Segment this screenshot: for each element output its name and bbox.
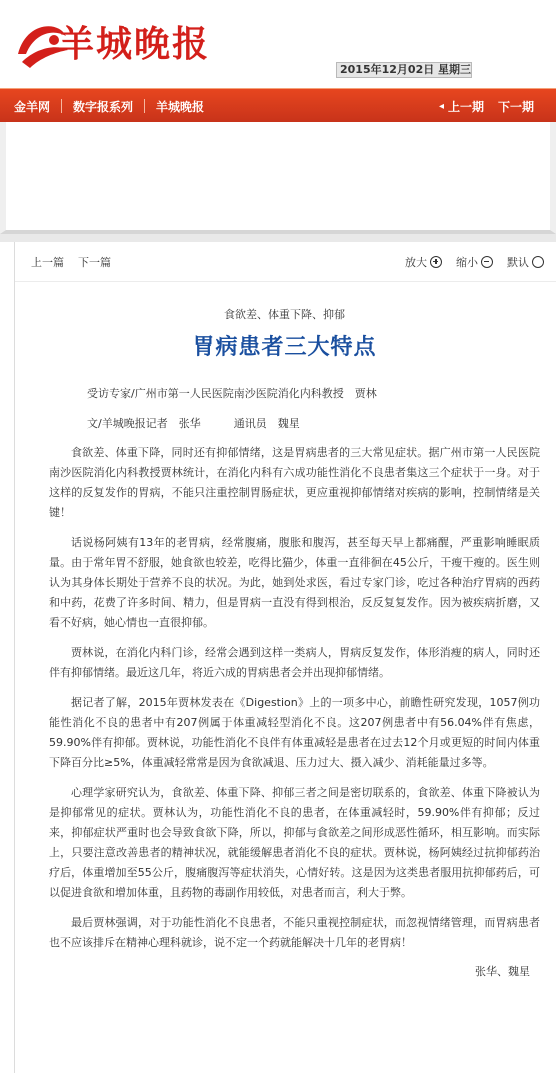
logo-text: 羊城晚报 [58,23,211,65]
plus-circle-icon [430,256,442,268]
nav-divider [61,99,62,113]
article-subhead: 食欲差、体重下降、抑郁 [224,308,345,321]
article-paragraph: 话说杨阿姨有13年的老胃病，经常腹痛，腹胀和腹泻，甚至每天早上都痛醒，严重影响睡眠质量。由于常年胃不舒服，她食欲也较差，吃得比猫少，体重一直徘徊在45公斤，干瘦干瘦的。医生则认为其身体长期处于营养不良的状况。为此，她到处求医，看过专家门诊，吃过各种治疗胃病的西药和中药，花费了许多时间、精力，但是胃病一直没有得到根治，反反复复发作。因为被疾病折磨，又看不好病，她心情也一直很抑郁。 [49,536,540,629]
prev-issue-link[interactable] [439,98,484,115]
nav-divider [144,99,145,113]
zoom-out-label: 缩小 [456,255,478,269]
article-expert: 受访专家/广州市第一人民医院南沙医院消化内科教授 贾林 [87,387,377,400]
zoom-default-label: 默认 [507,255,529,269]
masthead [0,0,556,88]
divider-strip [0,234,556,242]
article-paragraph: 食欲差、体重下降，同时还有抑郁情绪，这是胃病患者的三大常见症状。据广州市第一人民医院南沙医院消化内科教授贾林统计，在消化内科有六成功能性消化不良患者集这三个症状于一身。对于这样的反复发作的胃病，不能只注重控制胃肠症状，更应重视抑郁情绪对疾病的影响，控制情绪是关键！ [49,446,540,519]
page-thumbnail-area [0,122,556,234]
prev-article-link[interactable]: 上一篇 [31,255,64,269]
prev-issue-label: 上一期 [447,99,484,114]
article-author: 文/羊城晚报记者 张华 通讯员 魏星 [87,417,300,430]
article-body [15,306,556,979]
issue-date: 2015年12月02日 星期三 [336,62,472,78]
nav-link-yangcheng-wanbao[interactable]: 羊城晚报 [156,99,205,114]
article-paragraph: 心理学家研究认为，食欲差、体重下降、抑郁三者之间是密切联系的，食欲差、体重下降被认为是抑郁常见的症状。贾林认为，功能性消化不良的患者，在体重减轻时，59.90%伴有抑郁；反过来，抑郁症状严重时也会导致食欲下降，所以，抑郁与食欲差之间形成恶性循环，相互影响。而实际上，只要注意改善患者的精神状况，就能缓解患者消化不良的症状。贾林说，杨阿姨经过抗抑郁药治疗后，体重增加至55公斤，腹痛腹泻等症状消失，心情好转。这是因为这类患者服用抗抑郁药后，可以促进食欲和增加体重，且药物的毒副作用较低，对患者而言，利大于弊。 [49,786,540,899]
nav-link-jinyangwang[interactable]: 金羊网 [14,99,51,114]
article-headline: 胃病患者三大特点 [192,334,377,360]
article-paragraph: 最后贾林强调，对于功能性消化不良患者，不能只重视控制症状，而忽视情绪管理，而胃病患者也不应该排斥在精神心理科就诊，说不定一个药就能解决十几年的老胃病！ [49,916,540,949]
minus-circle-icon [481,256,493,268]
arrow-left-icon: ◂ [438,100,444,112]
zoom-in-label: 放大 [405,255,427,269]
zoom-in-button[interactable] [405,254,442,270]
article-toolbar [15,242,556,282]
circle-icon [532,256,544,268]
article-byline: 张华、魏星 [475,965,530,978]
next-issue-link[interactable]: 下一期 [497,99,534,114]
zoom-default-button[interactable] [507,254,544,270]
top-nav [0,88,556,122]
nav-link-digital-series[interactable]: 数字报系列 [73,99,134,114]
article-paragraph: 据记者了解，2015年贾林发表在《Digestion》上的一项多中心，前瞻性研究发现，1057例功能性消化不良的患者中有207例属于体重减轻型消化不良。这207例患者中有56.04%伴有焦虑，59.90%伴有抑郁。贾林说，功能性消化不良伴有体重减轻是患者在过去12个月或更短的时间内体重下降百分比≥5%，体重减轻常常是因为食欲减退、压力过大、摄入减少、消耗能量过多等。 [49,696,540,769]
next-article-link[interactable]: 下一篇 [78,255,111,269]
article-panel [14,242,556,1073]
article-paragraph: 贾林说，在消化内科门诊，经常会遇到这样一类病人，胃病反复发作，体形消瘦的病人，同时还伴有抑郁情绪。最近这几年，将近六成的胃病患者会并出现抑郁情绪。 [49,646,540,679]
zoom-out-button[interactable] [456,254,493,270]
